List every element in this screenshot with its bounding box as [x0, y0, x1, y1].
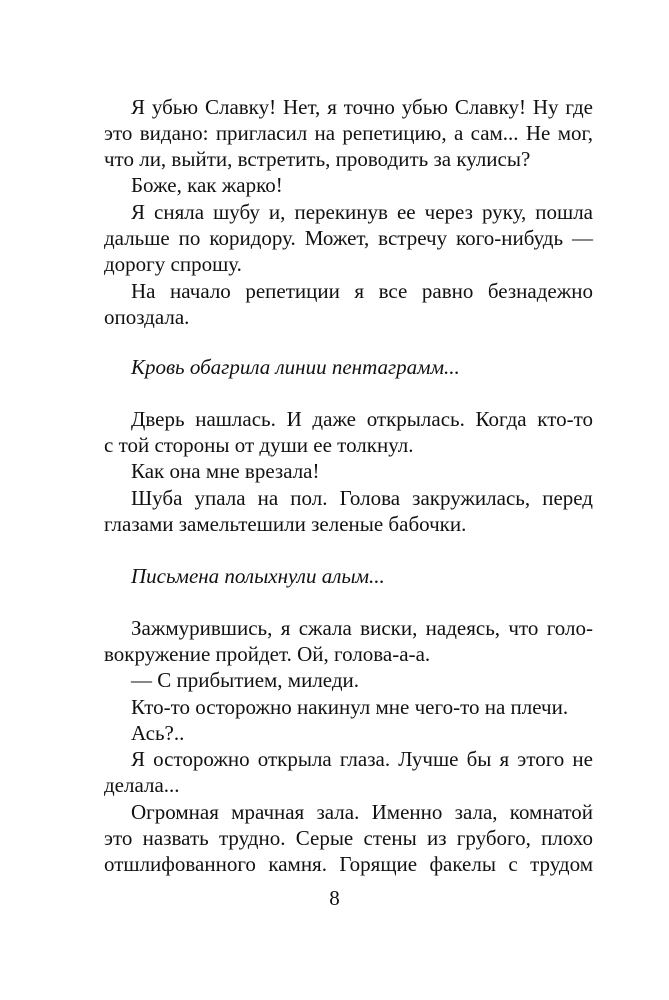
text-line: опоздала.	[104, 305, 190, 329]
text-line: отшлифованного камня. Горящие факелы с трудом	[104, 852, 593, 876]
text-line: Кто-то осторожно накинул мне чего-то на плечи.	[131, 695, 569, 719]
text-line: Шуба упала на пол. Голова закружилась, перед	[131, 486, 593, 510]
epigraph: Кровь обагрила линии пентаграмм...	[131, 355, 460, 379]
text-line: вокружение пройдет. Ой, голова-а-а.	[104, 642, 431, 666]
text-line: Я сняла шубу и, перекинув ее через руку, пошла	[131, 200, 593, 224]
text-line: дальше по коридору. Может, встречу кого-нибудь —	[104, 226, 593, 250]
text-line: Дверь нашлась. И даже открылась. Когда кто-то	[131, 407, 593, 431]
text-line: — С прибытием, миледи.	[131, 668, 360, 692]
text-line: это назвать трудно. Серые стены из грубого, плохо	[104, 826, 593, 850]
text-line: глазами замельтешили зеленые бабочки.	[104, 512, 467, 536]
text-line: На начало репетиции я все равно безнадежно	[131, 279, 593, 303]
text-line: Зажмурившись, я сжала виски, надеясь, что голо-	[131, 616, 593, 640]
epigraph: Письмена полыхнули алым...	[131, 564, 385, 588]
text-line: дорогу спрошу.	[104, 252, 242, 276]
text-line: Ась?..	[131, 721, 185, 745]
text-line: с той стороны от души ее толкнул.	[104, 433, 414, 457]
text-line: что ли, выйти, встретить, проводить за кулисы?	[104, 147, 531, 171]
text-line: Огромная мрачная зала. Именно зала, комнатой	[131, 800, 593, 824]
text-line: Как она мне врезала!	[131, 459, 320, 483]
page-number: 8	[329, 886, 340, 910]
text-line: Я осторожно открыла глаза. Лучше бы я этого не	[131, 747, 593, 771]
text-line: делала...	[104, 773, 180, 797]
text-line: Я убью Славку! Нет, я точно убью Славку! Ну где	[131, 95, 593, 119]
text-line: это видано: пригласил на репетицию, а сам... Не мог,	[104, 121, 593, 145]
text-line: Боже, как жарко!	[131, 173, 283, 197]
